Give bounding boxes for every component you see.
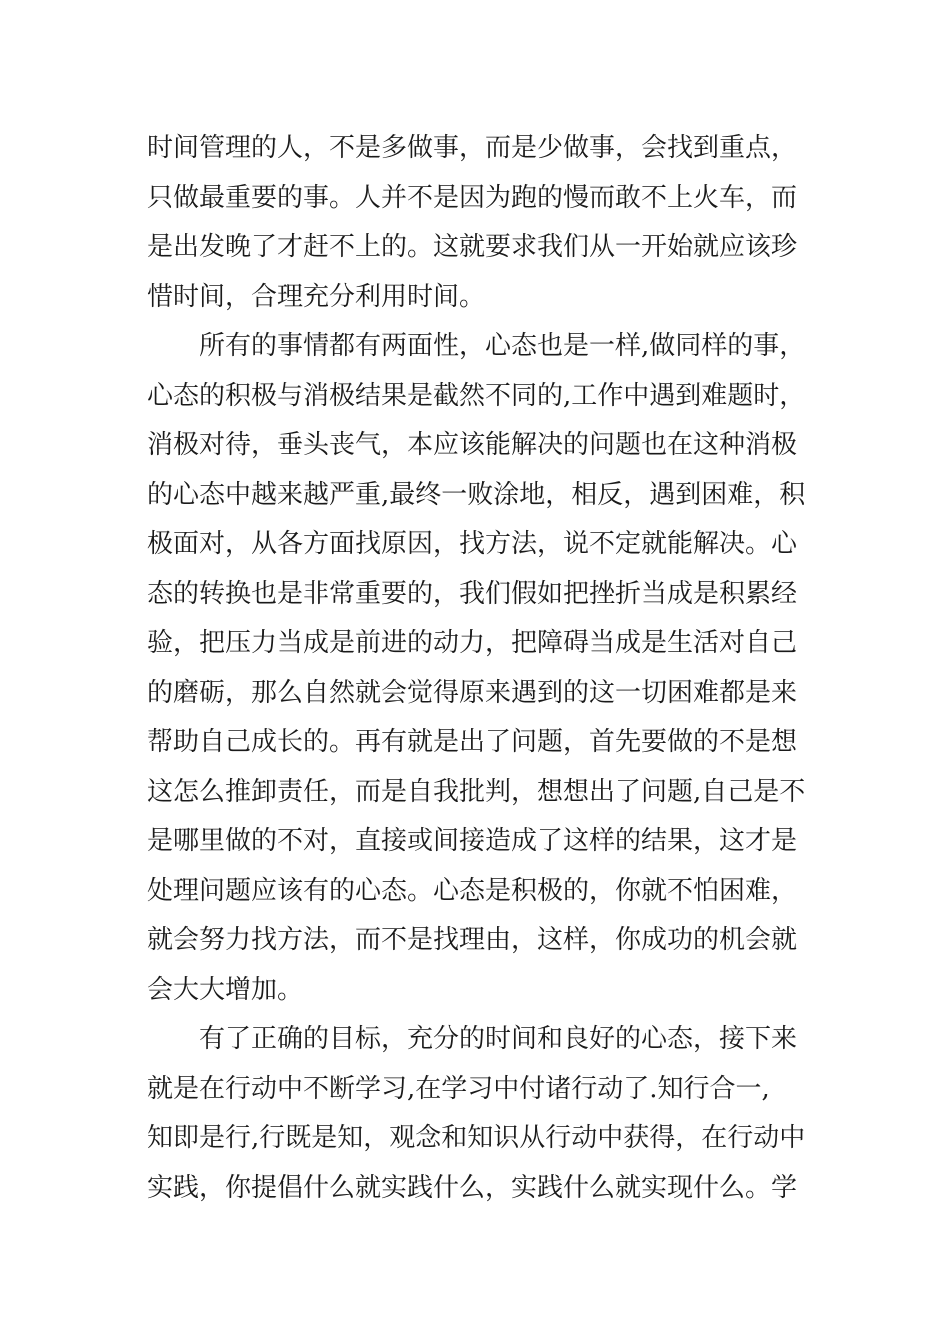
text-line: 就会努力找方法，而不是找理由，这样，你成功的机会就 <box>147 925 798 955</box>
text-line: 态的转换也是非常重要的，我们假如把挫折当成是积累经 <box>147 578 798 609</box>
paragraph-action <box>147 1015 807 1213</box>
text-line-indented: 有了正确的目标，充分的时间和良好的心态，接下来 <box>199 1024 798 1054</box>
text-line: 心态的积极与消极结果是截然不同的,工作中遇到难题时， <box>147 380 806 411</box>
text-line: 验，把压力当成是前进的动力，把障碍当成是生活对自己 <box>147 628 798 658</box>
paragraph-time-management <box>147 124 807 322</box>
paragraph-mindset <box>147 322 807 1015</box>
document-body <box>147 124 807 1213</box>
text-line: 这怎么推卸责任，而是自我批判，想想出了问题,自己是不 <box>147 776 806 807</box>
text-line-indented: 所有的事情都有两面性，心态也是一样,做同样的事， <box>199 331 806 361</box>
text-line: 实践，你提倡什么就实践什么，实践什么就实现什么。学 <box>147 1172 798 1203</box>
text-line: 惜时间，合理充分利用时间。 <box>147 281 486 312</box>
text-line: 是哪里做的不对，直接或间接造成了这样的结果，这才是 <box>147 826 798 856</box>
text-line: 就是在行动中不断学习,在学习中付诸行动了.知行合一, <box>147 1073 770 1104</box>
text-line: 只做最重要的事。人并不是因为跑的慢而敢不上火车，而 <box>147 182 798 213</box>
text-line: 的磨砺，那么自然就会觉得原来遇到的这一切困难都是来 <box>147 677 798 708</box>
text-line: 消极对待，垂头丧气，本应该能解决的问题也在这种消极 <box>147 430 798 460</box>
text-line: 知即是行,行既是知，观念和知识从行动中获得，在行动中 <box>147 1123 806 1153</box>
text-line: 的心态中越来越严重,最终一败涂地，相反，遇到困难，积 <box>147 479 806 510</box>
text-line: 是出发晚了才赶不上的。这就要求我们从一开始就应该珍 <box>147 232 798 262</box>
text-line: 极面对，从各方面找原因，找方法，说不定就能解决。心 <box>147 529 798 559</box>
text-line: 帮助自己成长的。再有就是出了问题，首先要做的不是想 <box>147 727 798 757</box>
text-line: 会大大增加。 <box>147 974 304 1005</box>
text-line: 时间管理的人，不是多做事，而是少做事，会找到重点， <box>147 133 798 163</box>
text-line: 处理问题应该有的心态。心态是积极的，你就不怕困难， <box>147 875 798 906</box>
